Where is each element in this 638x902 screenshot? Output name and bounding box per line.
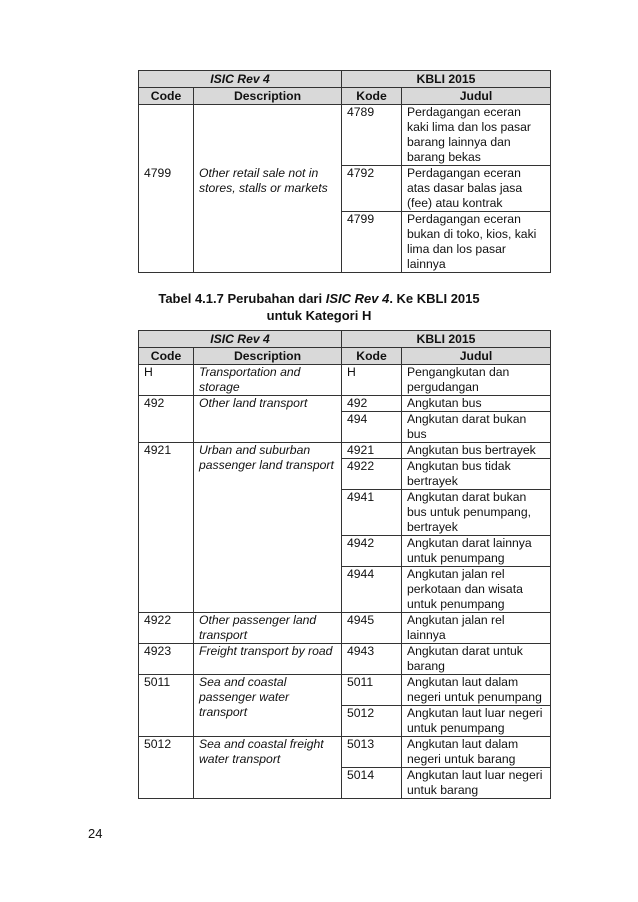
judul-cell: Angkutan laut dalam negeri untuk barang: [402, 737, 551, 768]
kode-cell: 4941: [342, 490, 402, 536]
kbli-table-top: [138, 70, 551, 273]
table-caption: [0, 290, 638, 324]
kode-cell: 492: [342, 396, 402, 412]
code-cell: 4921: [139, 443, 194, 613]
table-row: [139, 443, 551, 459]
caption-prefix: Tabel 4.1.7 Perubahan dari: [158, 291, 326, 306]
kode-cell: H: [342, 365, 402, 396]
table-row: [139, 613, 551, 644]
table-header-row: [139, 331, 551, 348]
judul-cell: Angkutan darat lainnya untuk penumpang: [402, 536, 551, 567]
description-cell: Freight transport by road: [194, 644, 342, 675]
judul-cell: Angkutan laut luar negeri untuk penumpang: [402, 706, 551, 737]
caption-line2: untuk Kategori H: [266, 308, 372, 323]
kode-cell: 4921: [342, 443, 402, 459]
description-cell: Transportation and storage: [194, 365, 342, 396]
code-cell: 4922: [139, 613, 194, 644]
table-row: [139, 166, 551, 212]
judul-cell: Angkutan bus tidak bertrayek: [402, 459, 551, 490]
description-header: Description: [194, 348, 342, 365]
description-cell: Other land transport: [194, 396, 342, 443]
kode-cell: 5014: [342, 768, 402, 799]
judul-cell: Angkutan jalan rel perkotaan dan wisata untuk penumpang: [402, 567, 551, 613]
judul-cell: Angkutan bus bertrayek: [402, 443, 551, 459]
code-cell: [139, 105, 194, 166]
kbli-table-category-h: [138, 330, 551, 799]
kode-cell: 4942: [342, 536, 402, 567]
kode-header: Kode: [342, 88, 402, 105]
description-cell: [194, 105, 342, 166]
table-row: [139, 644, 551, 675]
caption-suffix: . Ke KBLI 2015: [389, 291, 480, 306]
description-cell: Sea and coastal freight water transport: [194, 737, 342, 799]
code-cell: 5011: [139, 675, 194, 737]
judul-cell: Pengangkutan dan pergudangan: [402, 365, 551, 396]
isic-header: ISIC Rev 4: [139, 331, 342, 348]
kode-cell: 4922: [342, 459, 402, 490]
judul-cell: Angkutan darat bukan bus untuk penumpang, bertrayek: [402, 490, 551, 536]
judul-cell: Perdagangan eceran atas dasar balas jasa (fee) atau kontrak: [402, 166, 551, 212]
kode-cell: 5013: [342, 737, 402, 768]
description-cell: Other retail sale not in stores, stalls or markets: [194, 166, 342, 273]
code-header: Code: [139, 88, 194, 105]
code-header: Code: [139, 348, 194, 365]
judul-cell: Angkutan darat bukan bus: [402, 412, 551, 443]
table-header-row: [139, 71, 551, 88]
table-subheader-row: [139, 88, 551, 105]
kode-cell: 494: [342, 412, 402, 443]
kode-header: Kode: [342, 348, 402, 365]
table-row: [139, 675, 551, 706]
table-row: [139, 105, 551, 166]
judul-cell: Angkutan laut dalam negeri untuk penumpang: [402, 675, 551, 706]
table-row: [139, 737, 551, 768]
code-cell: 4799: [139, 166, 194, 273]
judul-cell: Angkutan laut luar negeri untuk barang: [402, 768, 551, 799]
code-cell: 492: [139, 396, 194, 443]
judul-cell: Perdagangan eceran bukan di toko, kios, kaki lima dan los pasar lainnya: [402, 212, 551, 273]
description-cell: Sea and coastal passenger water transport: [194, 675, 342, 737]
kode-cell: 4945: [342, 613, 402, 644]
code-cell: H: [139, 365, 194, 396]
judul-header: Judul: [402, 88, 551, 105]
table-subheader-row: [139, 348, 551, 365]
judul-header: Judul: [402, 348, 551, 365]
code-cell: 5012: [139, 737, 194, 799]
caption-italic: ISIC Rev 4: [325, 291, 390, 306]
kode-cell: 4799: [342, 212, 402, 273]
judul-cell: Angkutan jalan rel lainnya: [402, 613, 551, 644]
page-number: 24: [88, 826, 103, 841]
kode-cell: 4792: [342, 166, 402, 212]
kode-cell: 4789: [342, 105, 402, 166]
description-cell: Urban and suburban passenger land transport: [194, 443, 342, 613]
judul-cell: Angkutan darat untuk barang: [402, 644, 551, 675]
judul-cell: Perdagangan eceran kaki lima dan los pasar barang lainnya dan barang bekas: [402, 105, 551, 166]
table-row: [139, 396, 551, 412]
table-row: [139, 365, 551, 396]
description-cell: Other passenger land transport: [194, 613, 342, 644]
code-cell: 4923: [139, 644, 194, 675]
kbli-header: KBLI 2015: [342, 331, 551, 348]
kode-cell: 5012: [342, 706, 402, 737]
kbli-header: KBLI 2015: [342, 71, 551, 88]
description-header: Description: [194, 88, 342, 105]
kode-cell: 4944: [342, 567, 402, 613]
kode-cell: 5011: [342, 675, 402, 706]
judul-cell: Angkutan bus: [402, 396, 551, 412]
kode-cell: 4943: [342, 644, 402, 675]
isic-header: ISIC Rev 4: [139, 71, 342, 88]
